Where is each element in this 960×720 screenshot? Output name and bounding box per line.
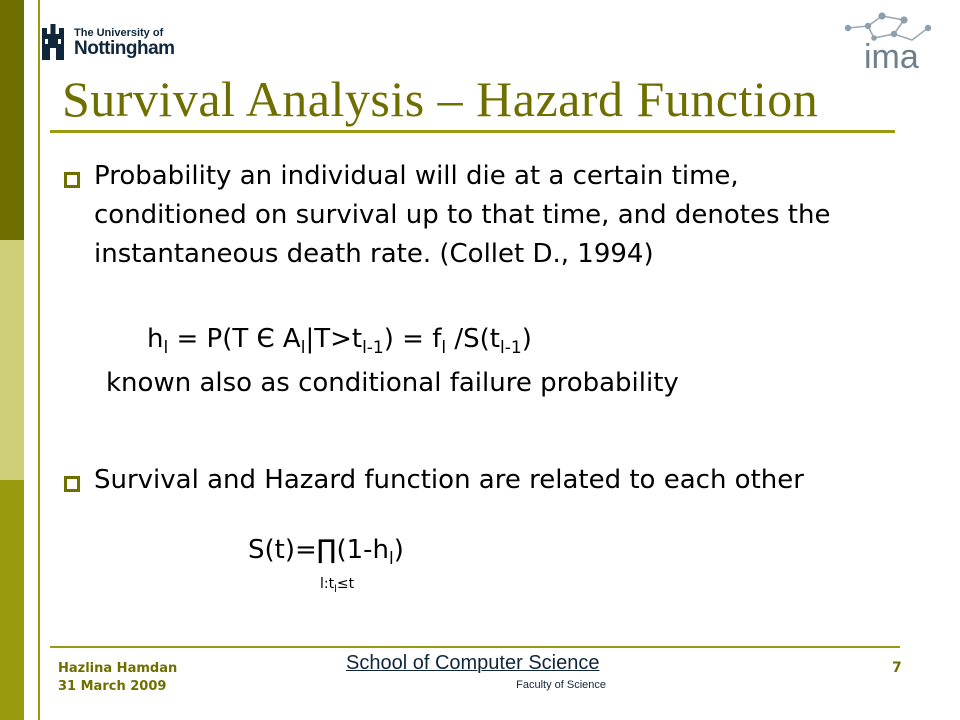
bullet-relation: Survival and Hazard function are related to each other: [94, 465, 804, 495]
side-bar-top: [0, 0, 24, 240]
product-index-sub-l: l: [334, 583, 337, 595]
formula-part-eq1: = P(T Є A: [168, 324, 301, 354]
formula2-sub-l: l: [389, 549, 394, 570]
bullet-definition: Probability an individual will die at a certain time, conditioned on survival up to that time, and denotes the instantaneous death rate. (Collet D., 1994): [94, 161, 831, 269]
side-bar-middle: [0, 240, 24, 480]
formula-sub-l: l: [163, 338, 169, 359]
product-index-subscript: [320, 576, 354, 595]
formula-h: h: [147, 324, 164, 354]
product-index-prefix: l:t: [320, 576, 335, 592]
formula-part-close: ): [521, 324, 532, 354]
title-underline: [50, 130, 895, 133]
footer-school: School of Computer Science: [346, 652, 600, 674]
vertical-rule: [38, 0, 40, 720]
formula-sub-l: l: [441, 338, 447, 359]
formula2-main: S(t)=∏(1-h: [248, 535, 389, 565]
formula-sub-l-minus-1: l-1: [362, 338, 384, 359]
product-index-suffix: ≤t: [336, 576, 355, 592]
bullet-square-icon: [64, 172, 80, 188]
hazard-formula: [147, 324, 532, 358]
footer-author: Hazlina Hamdan: [58, 661, 178, 676]
side-bar-bottom: [0, 480, 24, 720]
ima-logo-text: ima: [864, 38, 919, 72]
slide-title: Survival Analysis – Hazard Function: [62, 71, 819, 127]
page-number: 7: [892, 660, 902, 676]
footer-rule: [50, 646, 900, 648]
ima-logo: [842, 10, 942, 72]
footer-faculty: Faculty of Science: [516, 679, 606, 691]
formula-part-eq2: ) = f: [383, 324, 442, 354]
footer-author-date: [58, 660, 177, 696]
bullet-square-icon: [64, 476, 80, 492]
conditional-failure-note: known also as conditional failure probability: [106, 368, 679, 398]
formula-part-div: /S(t: [446, 324, 500, 354]
castle-crest-icon: [40, 24, 66, 62]
footer-date: 31 March 2009: [58, 679, 167, 694]
formula-sub-l: l: [300, 338, 306, 359]
formula-sub-l-minus-1: l-1: [500, 338, 522, 359]
university-logo: [40, 22, 175, 64]
university-name-text: Nottingham: [74, 38, 175, 59]
university-small-text: The University of: [74, 27, 164, 39]
formula2-close: ): [393, 535, 404, 565]
formula-part-mid: |T>t: [305, 324, 363, 354]
survival-product-formula: [248, 535, 404, 569]
footer-school-block: [346, 652, 606, 691]
